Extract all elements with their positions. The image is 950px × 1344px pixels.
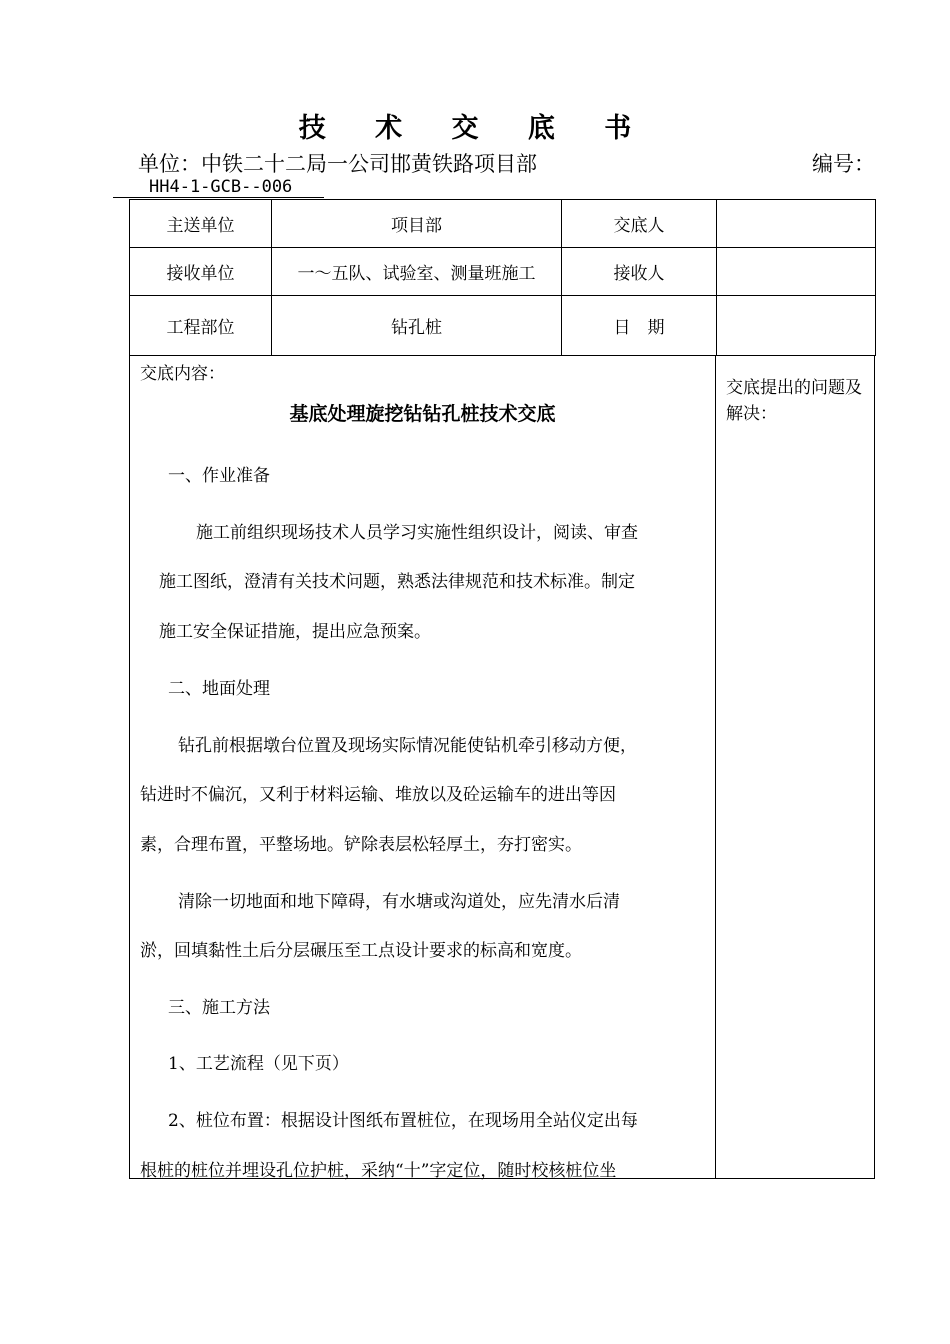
paragraph-line: 1、工艺流程（见下页） bbox=[168, 1054, 349, 1074]
paragraph-line: 素，合理布置，平整场地。铲除表层松轻厚土，夯打密实。 bbox=[140, 835, 582, 855]
content-box bbox=[129, 355, 875, 1179]
label-cell: 工程部位 bbox=[130, 296, 272, 356]
section-heading: 三、施工方法 bbox=[168, 998, 270, 1018]
table-row bbox=[130, 200, 876, 248]
column-divider bbox=[715, 355, 716, 1178]
label-cell: 交底人 bbox=[562, 200, 717, 248]
content-title: 基底处理旋挖钻钻孔桩技术交底 bbox=[289, 403, 556, 425]
section-heading: 一、作业准备 bbox=[168, 466, 270, 486]
paragraph-line: 清除一切地面和地下障碍，有水塘或沟道处，应先清水后清 bbox=[178, 892, 620, 912]
paragraph-line: 施工图纸，澄清有关技术问题，熟悉法律规范和技术标准。制定 bbox=[159, 572, 635, 592]
label-cell: 日 期 bbox=[562, 296, 717, 356]
table-row bbox=[130, 248, 876, 296]
value-cell bbox=[717, 248, 876, 296]
paragraph-line: 施工安全保证措施，提出应急预案。 bbox=[159, 622, 431, 642]
value-cell bbox=[717, 296, 876, 356]
label-cell: 主送单位 bbox=[130, 200, 272, 248]
table-row bbox=[130, 296, 876, 356]
side-label: 交底提出的问题及解决： bbox=[726, 378, 862, 424]
content-label: 交底内容： bbox=[140, 364, 225, 384]
value-cell: 钻孔桩 bbox=[272, 296, 562, 356]
document-title: 技 术 交 底 书 bbox=[298, 113, 652, 144]
paragraph-line: 施工前组织现场技术人员学习实施性组织设计，阅读、审查 bbox=[196, 523, 638, 543]
number-label: 编号： bbox=[812, 152, 875, 176]
section-heading: 二、地面处理 bbox=[168, 679, 270, 699]
unit-line: 单位：中铁二十二局一公司邯黄铁路项目部 bbox=[138, 152, 537, 176]
paragraph-line: 钻孔前根据墩台位置及现场实际情况能使钻机牵引移动方便， bbox=[178, 736, 637, 756]
label-cell: 接收单位 bbox=[130, 248, 272, 296]
paragraph-line: 淤，回填黏性土后分层碾压至工点设计要求的标高和宽度。 bbox=[140, 941, 582, 961]
paragraph-line: 根桩的桩位并埋设孔位护桩，采纳“十”字定位，随时校核桩位坐 bbox=[140, 1161, 617, 1181]
value-cell bbox=[717, 200, 876, 248]
label-cell: 接收人 bbox=[562, 248, 717, 296]
paragraph-line: 2、桩位布置：根据设计图纸布置桩位，在现场用全站仪定出每 bbox=[168, 1111, 638, 1131]
value-cell: 项目部 bbox=[272, 200, 562, 248]
paragraph-line: 钻进时不偏沉，又利于材料运输、堆放以及砼运输车的进出等因 bbox=[140, 785, 616, 805]
document-number: HH4-1-GCB--006 bbox=[113, 176, 324, 198]
value-cell: 一～五队、试验室、测量班施工 bbox=[272, 248, 562, 296]
header-table bbox=[129, 199, 876, 356]
